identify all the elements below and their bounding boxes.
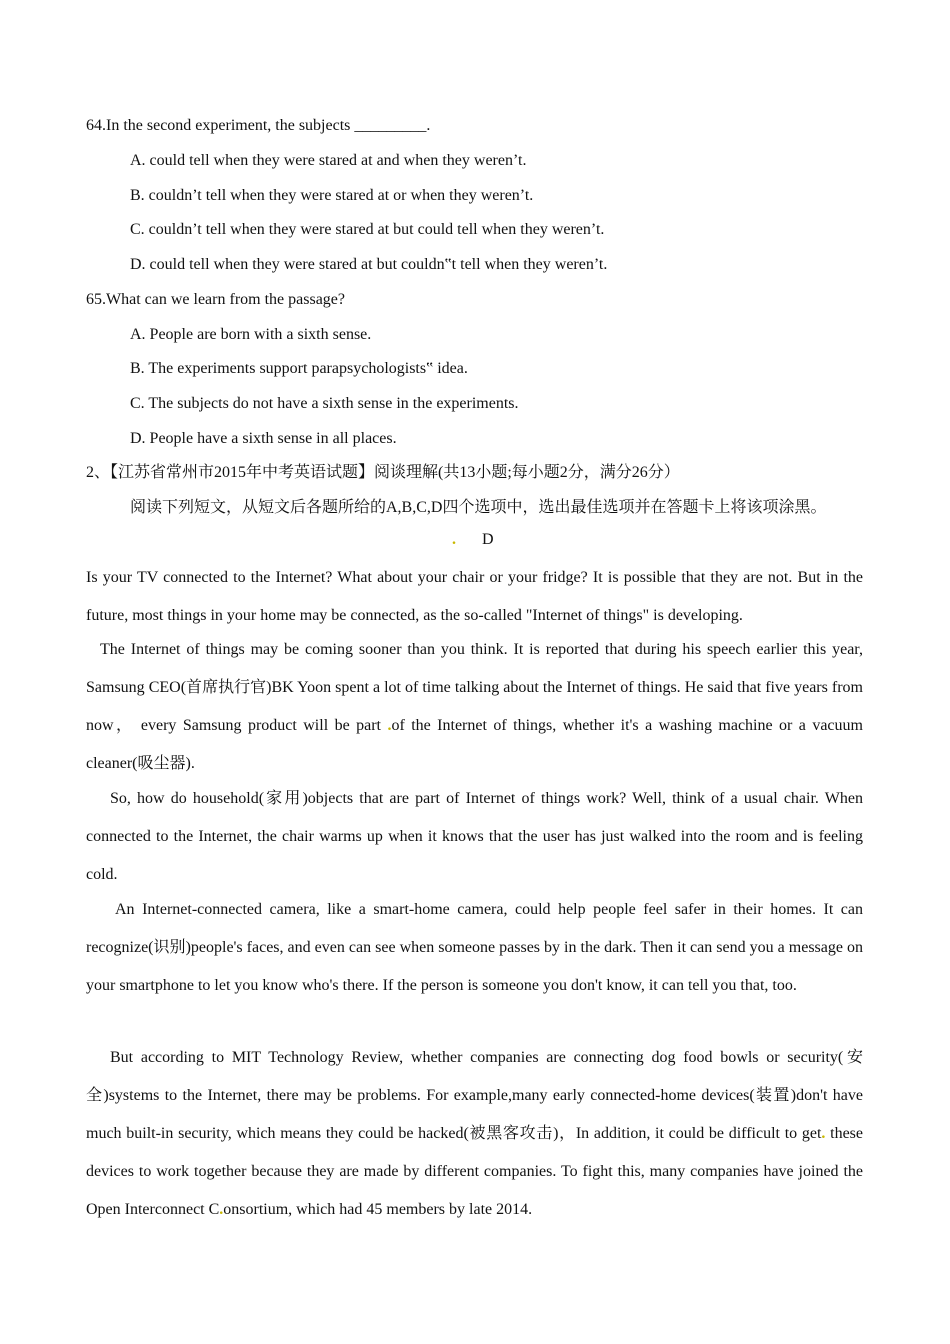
section-heading: 2、【江苏省常州市2015年中考英语试题】阅谈理解(共13小题;每小题2分，满分26分） — [86, 464, 680, 481]
passage-paragraph-2 — [86, 631, 863, 783]
passage-paragraph-5-dot-2: . — [219, 1201, 224, 1218]
question-64-stem: 64.In the second experiment, the subjects _________. — [86, 117, 431, 134]
section-instruction: 阅读下列短文，从短文后各题所给的A,B,C,D四个选项中，选出最佳选项并在答题卡上将该项涂黑。 — [130, 499, 827, 516]
question-65-option-a: A. People are born with a sixth sense. — [130, 326, 372, 343]
passage-paragraph-5-text-c: onsortium, which had 45 members by late 2014. — [223, 1201, 533, 1218]
question-64-option-c: C. couldn’t tell when they were stared at but could tell when they weren’t. — [130, 221, 605, 238]
passage-paragraph-2-text-a: The Internet of things may be coming sooner than you think. It is reported that during his speech earlier this year, Samsung CEO(首席执行官)BK Yoon spent a lot of time talking about the Internet of things. He said that five years from now， every Samsung product will be part — [86, 641, 863, 734]
passage-label-letter: D — [482, 531, 494, 548]
question-65-stem: 65.What can we learn from the passage? — [86, 291, 345, 308]
passage-paragraph-2-dot: . — [387, 717, 392, 734]
passage-paragraph-5-dot-1: . — [821, 1125, 826, 1142]
question-65-option-c: C. The subjects do not have a sixth sense in the experiments. — [130, 395, 519, 412]
question-65-option-b: B. The experiments support parapsychologists‟ idea. — [130, 360, 468, 377]
question-65-option-d: D. People have a sixth sense in all places. — [130, 430, 397, 447]
question-64-option-d: D. could tell when they were stared at but couldn‟t tell when they weren’t. — [130, 256, 608, 273]
passage-label-dot: . — [452, 531, 456, 548]
passage-paragraph-4: An Internet-connected camera, like a smart-home camera, could help people feel safer in their homes. It can recognize(识别)people's faces, and even can see when someone passes by in the dark. Then it can send you a message on your smartphone to let you know who's there. If the person is someone you don't know, it can tell you that, too. — [86, 901, 863, 994]
passage-paragraph-1: Is your TV connected to the Internet? What about your chair or your fridge? It is possible that they are not. But in the future, most things in your home may be connected, as the so-called "Internet of things" is developing. — [86, 569, 863, 624]
question-64-option-a: A. could tell when they were stared at and when they weren’t. — [130, 152, 527, 169]
passage-paragraph-3: So, how do household(家用)objects that are part of Internet of things work? Well, think of a usual chair. When connected to the Internet, the chair warms up when it knows that the user has just walked into the room and is feeling cold. — [86, 790, 863, 883]
passage-paragraph-5-text-a: But according to MIT Technology Review, whether companies are connecting dog food bowls or security(安全)systems to the Internet, there may be problems. For example,many early connected-home devices(装置)don't have much built-in security, which means they could be hacked(被黑客攻击)，In addition, it could be difficult to get — [86, 1049, 863, 1142]
passage-paragraph-2-text-b: of the Internet of things, whether it's a washing machine or a vacuum cleaner(吸尘器). — [86, 717, 863, 772]
question-64-option-b: B. couldn’t tell when they were stared at or when they weren’t. — [130, 187, 534, 204]
passage-paragraph-5 — [86, 1039, 863, 1229]
passage-label — [452, 530, 494, 550]
passage-paragraph-5-text-b: these devices to work together because they are made by different companies. To fight this, many companies have joined the Open Interconnect C — [86, 1125, 863, 1218]
